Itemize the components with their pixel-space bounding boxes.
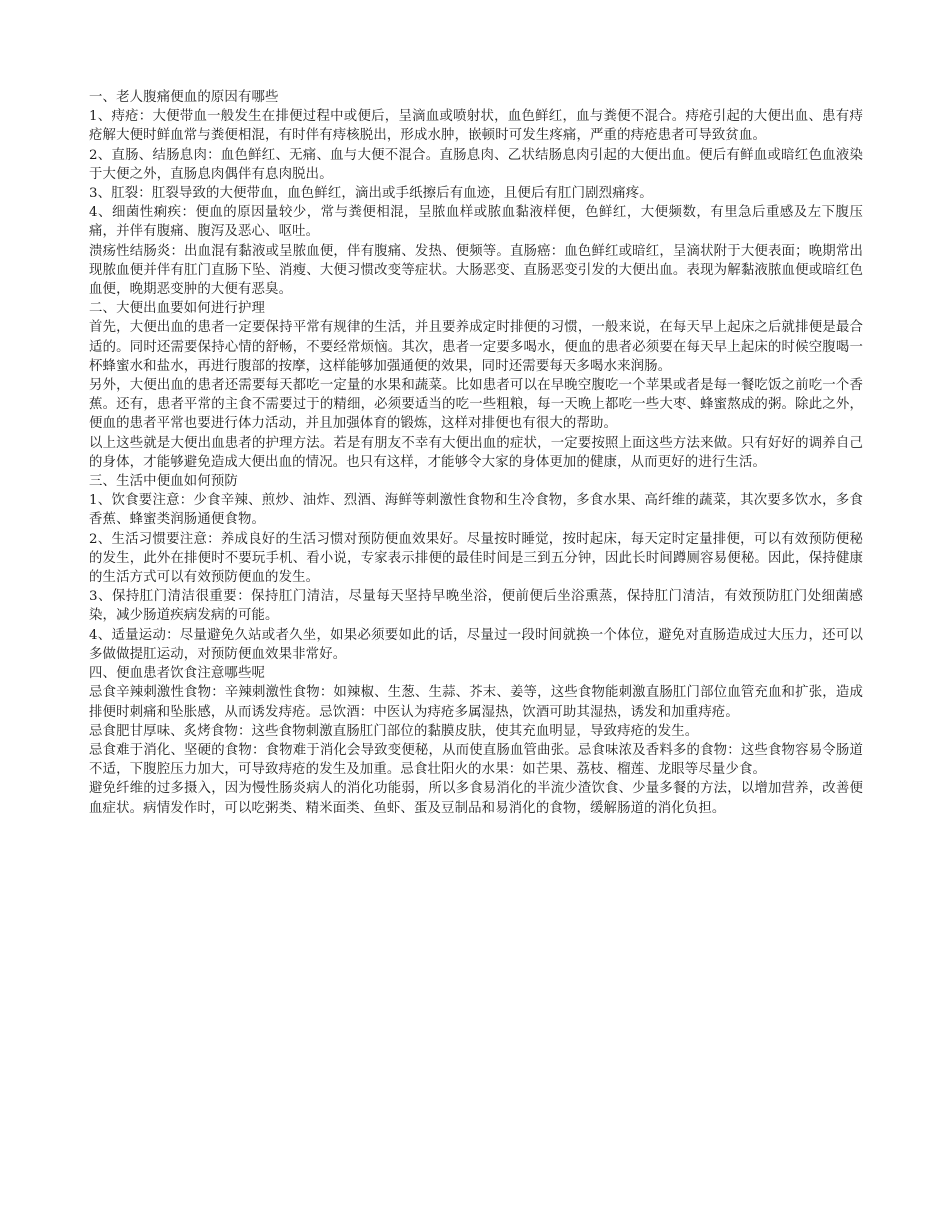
paragraph-prevention-exercise: 4、适量运动：尽量避免久站或者久坐，如果必须要如此的话，尽量过一段时间就换一个体位，避免对直肠造成过大压力，还可以多做做提肛运动，对预防便血效果非常好。 — [89, 627, 863, 662]
paragraph-prevention-diet: 1、饮食要注意：少食辛辣、煎炒、油炸、烈酒、海鲜等刺激性食物和生冷食物，多食水果、高纤维的蔬菜，其次要多饮水，多食香蕉、蜂蜜类润肠通便食物。 — [89, 493, 863, 528]
paragraph-diet-spicy: 忌食辛辣刺激性食物：辛辣刺激性食物：如辣椒、生葱、生蒜、芥末、姜等，这些食物能刺激直肠肛门部位血管充血和扩张，造成排便时刺痛和坠胀感，从而诱发痔疮。忌饮酒：中医认为痔疮多属湿热，饮酒可助其湿热，诱发和加重痔疮。 — [89, 685, 863, 720]
paragraph-dysentery: 4、细菌性痢疾：便血的原因量较少，常与粪便相混，呈脓血样或脓血黏液样便，色鲜红，大便频数，有里急后重感及左下腹压痛，并伴有腹痛、腹泻及恶心、呕吐。 — [89, 205, 863, 240]
paragraph-diet-hard: 忌食难于消化、坚硬的食物：食物难于消化会导致变便秘，从而使直肠血管曲张。忌食味浓及香料多的食物：这些食物容易令肠道不适，下腹腔压力加大，可导致痔疮的发生及加重。忌食壮阳火的水果：如芒果、荔枝、榴莲、龙眼等尽量少食。 — [89, 742, 863, 778]
paragraph-care-summary: 以上这些就是大便出血患者的护理方法。若是有朋友不幸有大便出血的症状，一定要按照上面这些方法来做。只有好好的调养自己的身体，才能够避免造成大便出血的情况。也只有这样，才能够令大家的身体更加的健康，从而更好的进行生活。 — [89, 435, 863, 470]
document-body — [89, 88, 863, 818]
paragraph-care-diet: 另外，大便出血的患者还需要每天都吃一定量的水果和蔬菜。比如患者可以在早晚空腹吃一个苹果或者是每一餐吃饭之前吃一个香蕉。还有，患者平常的主食不需要过于的精细，必须要适当的吃一些粗粮，每一天晚上都吃一些大枣、蜂蜜熬成的粥。除此之外，便血的患者平常也要进行体力活动，并且加强体育的锻炼，这样对排便也有很大的帮助。 — [89, 378, 863, 432]
section-heading-causes: 一、老人腹痛便血的原因有哪些 — [89, 90, 279, 105]
section-heading-care: 二、大便出血要如何进行护理 — [89, 301, 266, 317]
paragraph-colitis: 溃疡性结肠炎：出血混有黏液或呈脓血便，伴有腹痛、发热、便频等。直肠癌：血色鲜红或暗红，呈滴状附于大便表面；晚期常出现脓血便并伴有肛门直肠下坠、消瘦、大便习惯改变等症状。大肠恶变、直肠恶变引发的大便出血。表现为解黏液脓血便或暗红色血便，晚期恶变肿的大便有恶臭。 — [89, 243, 863, 298]
paragraph-hemorrhoids: 1、痔疮：大便带血一般发生在排便过程中或便后，呈滴血或喷射状，血色鲜红，血与粪便不混合。痔疮引起的大便出血、患有痔疮解大便时鲜血常与粪便相混，有时伴有痔核脱出，形成水肿，嵌顿时可发生疼痛，严重的痔疮患者可导致贫血。 — [89, 109, 863, 144]
paragraph-diet-greasy: 忌食肥甘厚味、炙烤食物：这些食物刺激直肠肛门部位的黏膜皮肤，使其充血明显，导致痔疮的发生。 — [89, 723, 699, 739]
section-heading-diet: 四、便血患者饮食注意哪些呢 — [89, 666, 266, 682]
paragraph-care-first: 首先，大便出血的患者一定要保持平常有规律的生活，并且要养成定时排便的习惯，一般来说，在每天早上起床之后就排便是最合适的。同时还需要保持心情的舒畅，不要经常烦恼。其次，患者一定要多喝水，便血的患者必须要在每天早上起床的时候空腹喝一杯蜂蜜水和盐水，再进行腹部的按摩，这样能够加强通便的效果，同时还需要每天多喝水来润肠。 — [89, 320, 863, 374]
paragraph-diet-fiber: 避免纤维的过多摄入，因为慢性肠炎病人的消化功能弱，所以多食易消化的半流少渣饮食、少量多餐的方法，以增加营养，改善便血症状。病情发作时，可以吃粥类、精米面类、鱼虾、蛋及豆制品和易消化的食物，缓解肠道的消化负担。 — [89, 781, 863, 816]
paragraph-prevention-habits: 2、生活习惯要注意：养成良好的生活习惯对预防便血效果好。尽量按时睡觉，按时起床，每天定时定量排便，可以有效预防便秘的发生，此外在排便时不要玩手机、看小说，专家表示排便的最佳时间是三到五分钟，因此长时间蹲厕容易便秘。因此，保持健康的生活方式可以有效预防便血的发生。 — [89, 531, 863, 586]
paragraph-prevention-hygiene: 3、保持肛门清洁很重要：保持肛门清洁，尽量每天坚持早晚坐浴，便前便后坐浴熏蒸，保持肛门清洁，有效预防肛门处细菌感染，减少肠道疾病发病的可能。 — [89, 589, 863, 624]
section-heading-prevention: 三、生活中便血如何预防 — [89, 474, 238, 490]
paragraph-polyps: 2、直肠、结肠息肉：血色鲜红、无痛、血与大便不混合。直肠息肉、乙状结肠息肉引起的大便出血。便后有鲜血或暗红色血液染于大便之外，直肠息肉偶伴有息肉脱出。 — [89, 147, 863, 182]
paragraph-anal-fissure: 3、肛裂：肛裂导致的大便带血，血色鲜红，滴出或手纸擦后有血迹，且便后有肛门剧烈痛疼。 — [89, 186, 653, 202]
